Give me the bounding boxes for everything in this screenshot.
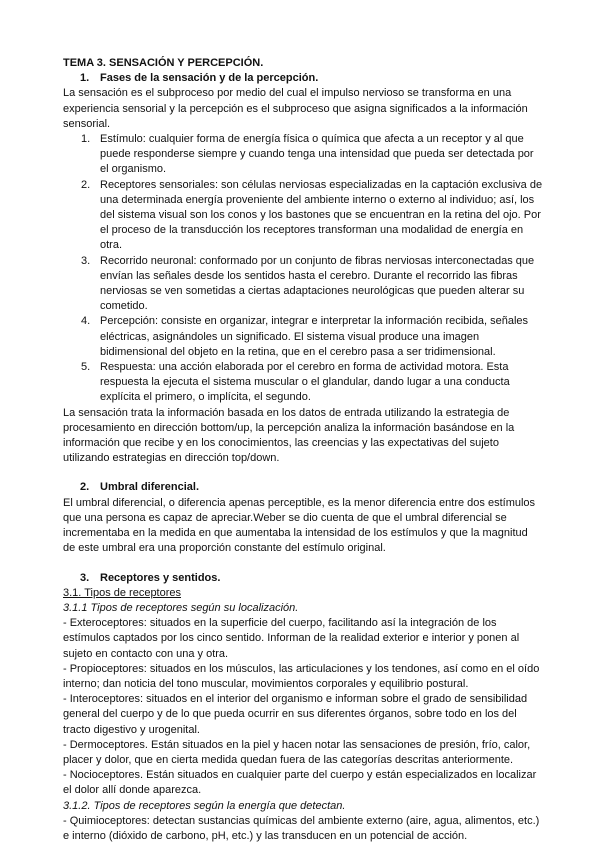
phases-list: [63, 132, 543, 406]
list-item: 3. Recorrido neuronal: conformado por un conjunto de fibras nerviosas interconectadas que envían las señales desde los sentidos hasta el cerebro. Durante el recorrido las fibras nerviosas se ven sometidas a ciertas adaptaciones neurológicas que pueden alterar su cometido.: [81, 254, 535, 313]
list-item: 2. Receptores sensoriales: son células nerviosas especializadas en la captación exclusiva de una determinada energía proveniente del ambiente interno o externo al individuo; así, los del sistema visual son los conos y los bastones que se encuentran en la retina del ojo. Por el proceso de la transducción los receptores transforman una modalidad de energía en otra.: [81, 178, 543, 252]
list-item: 1. Estímulo: cualquier forma de energía física o química que afecta a un receptor y al que puede responderse siempre y cuando tenga una intensidad que pueda ser detectada por el organismo.: [81, 133, 534, 176]
section-1-closing: La sensación trata la información basada en los datos de entrada utilizando la estrategia de procesamiento en dirección bottom/up, la percepción analiza la información basándose en la información que recibe y en los conocimientos, las creencias y las expectativas del sujeto utilizando estrategias en dirección top/down.: [63, 406, 515, 465]
section-1-heading: 1. Fases de la sensación y de la percepción.: [80, 72, 319, 85]
subsection-3-1-1-heading: 3.1.1 Tipos de receptores según su localización.: [63, 601, 299, 614]
subsection-3-1-heading: 3.1. Tipos de receptores: [63, 586, 182, 599]
list-item: - Interoceptores: situados en el interior del organismo e informan sobre el grado de sensibilidad general del cuerpo y de lo que pueda ocurrir en sus diferentes órganos, sobre todo en los del tracto digestivo y urogenital.: [63, 693, 528, 736]
document-title: TEMA 3. SENSACIÓN Y PERCEPCIÓN.: [63, 57, 264, 69]
list-item: - Quimioceptores: detectan sustancias químicas del ambiente externo (aire, agua, alimentos, etc.) e interno (dióxido de carbono, pH, etc.) y las transducen en un potencial de acción.: [63, 814, 540, 842]
section-3-heading: 3. Receptores y sentidos.: [80, 571, 221, 584]
list-item: 4. Percepción: consiste en organizar, integrar e interpretar la información recibida, señales eléctricas, asignándoles un significado. El sistema visual produce una imagen bidimensional del objeto en la retina, que en el cerebro pasa a ser tridimensional.: [81, 315, 529, 358]
section-1-intro: La sensación es el subproceso por medio del cual el impulso nervioso se transforma en una experiencia sensorial y la percepción es el subproceso que asigna significados a la información sensorial.: [63, 87, 528, 130]
list-item: 5. Respuesta: una acción elaborada por el cerebro en forma de actividad motora. Esta respuesta la ejecuta el sistema muscular o el glandular, dando lugar a una conducta explícita el primero, o implícita, el segundo.: [81, 361, 510, 404]
subsection-3-1-2-heading: 3.1.2. Tipos de receptores según la energía que detectan.: [63, 799, 346, 812]
list-item: - Nocioceptores. Están situados en cualquier parte del cuerpo y están especializados en localizar el dolor allí donde aparezca.: [63, 769, 537, 797]
list-item: - Dermoceptores. Están situados en la piel y hacen notar las sensaciones de presión, frío, calor, placer y dolor, que en cierta medida quedan fuera de las categorías descritas anteriormente.: [63, 738, 531, 766]
list-item: - Exteroceptores: situados en la superficie del cuerpo, facilitando así la integración de los estímulos captados por los cinco sentido. Informan de la realidad exterior e interior y ponen al sujeto en contacto con una y otra.: [63, 617, 520, 660]
section-2-text: El umbral diferencial, o diferencia apenas perceptible, es la menor diferencia entre dos estímulos que una persona es capaz de apreciar.Weber se dio cuenta de que el umbral diferencial se incrementaba en la medida en que aumentaba la intensidad de los estímulos y que la magnitud de este umbral era una proporción constante del estímulo original.: [63, 496, 536, 555]
section-2-heading: 2. Umbral diferencial.: [80, 481, 200, 494]
list-item: - Propioceptores: situados en los músculos, las articulaciones y los tendones, así como en el oído interno; dan noticia del tono muscular, movimientos corporales y equilibrio postural.: [63, 662, 540, 690]
document-page: [63, 56, 543, 844]
